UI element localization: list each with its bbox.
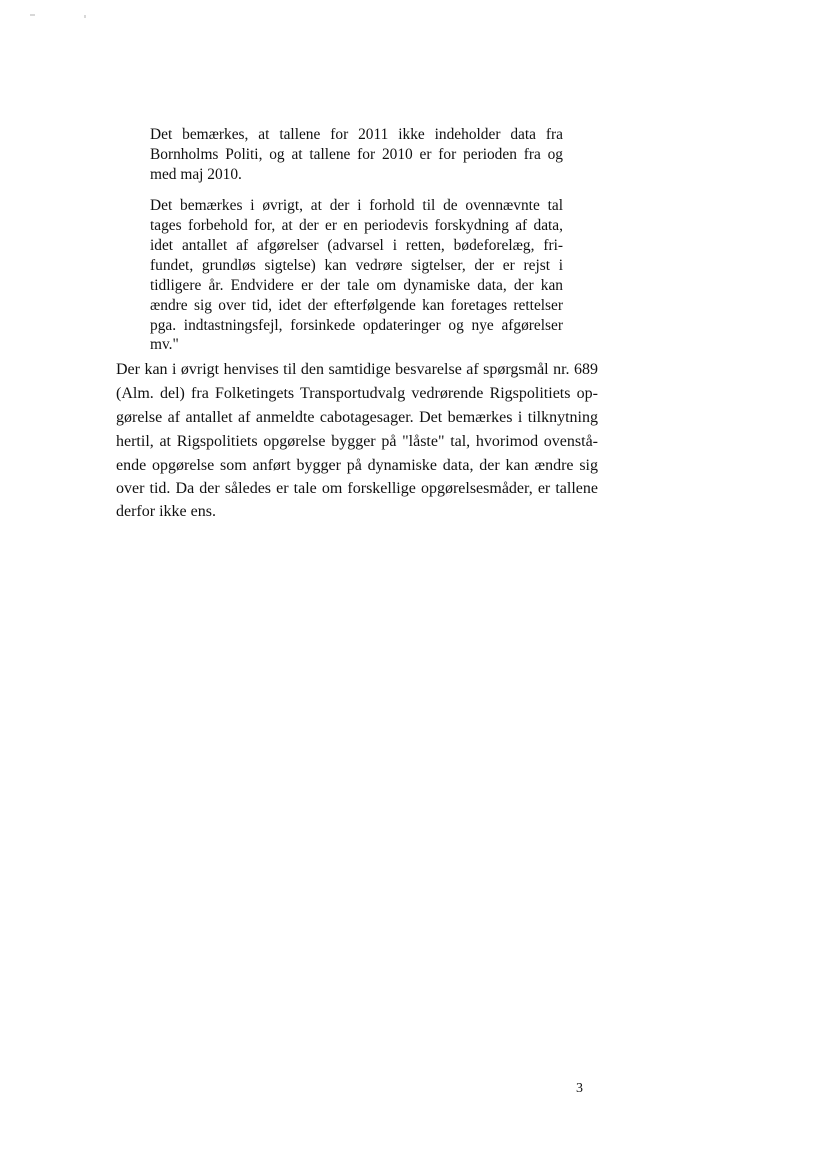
body-line: ende opgørelse som anført bygger på dynamiske data, der kan ændre sig bbox=[116, 457, 598, 474]
scan-speck bbox=[84, 15, 86, 18]
quote-line: pga. indtastningsfejl, forsinkede opdateringer og nye afgørelser bbox=[150, 317, 563, 334]
quote-line: Det bemærkes i øvrigt, at der i forhold til de ovennævnte tal bbox=[150, 197, 563, 214]
quote-line: tidligere år. Endvidere er der tale om dynamiske data, der kan bbox=[150, 277, 563, 294]
quote-line: idet antallet af afgørelser (advarsel i retten, bødeforelæg, fri- bbox=[150, 237, 563, 254]
body-line: hertil, at Rigspolitiets opgørelse bygger på "låste" tal, hvorimod ovenstå- bbox=[116, 433, 598, 450]
quote-line: fundet, grundløs sigtelse) kan vedrøre sigtelser, der er rejst i bbox=[150, 257, 563, 274]
quote-line: Bornholms Politi, og at tallene for 2010 er for perioden fra og bbox=[150, 146, 563, 163]
body-line: gørelse af antallet af anmeldte cabotagesager. Det bemærkes i tilknytning bbox=[116, 409, 598, 426]
quote-line: tages forbehold for, at der er en periodevis forskydning af data, bbox=[150, 217, 563, 234]
quote-line: Det bemærkes, at tallene for 2011 ikke indeholder data fra bbox=[150, 126, 563, 143]
body-line: over tid. Da der således er tale om forskellige opgørelsesmåder, er tallene bbox=[116, 480, 598, 497]
quote-line: mv." bbox=[150, 336, 179, 353]
quote-line: ændre sig over tid, idet der efterfølgende kan foretages rettelser bbox=[150, 297, 563, 314]
body-line: (Alm. del) fra Folketingets Transportudvalg vedrørende Rigspolitiets op- bbox=[116, 385, 598, 402]
page-number: 3 bbox=[576, 1081, 583, 1096]
body-line: derfor ikke ens. bbox=[116, 503, 216, 520]
body-line: Der kan i øvrigt henvises til den samtidige besvarelse af spørgsmål nr. 689 bbox=[116, 361, 598, 378]
quote-line: med maj 2010. bbox=[150, 166, 242, 183]
scan-speck bbox=[30, 14, 35, 16]
